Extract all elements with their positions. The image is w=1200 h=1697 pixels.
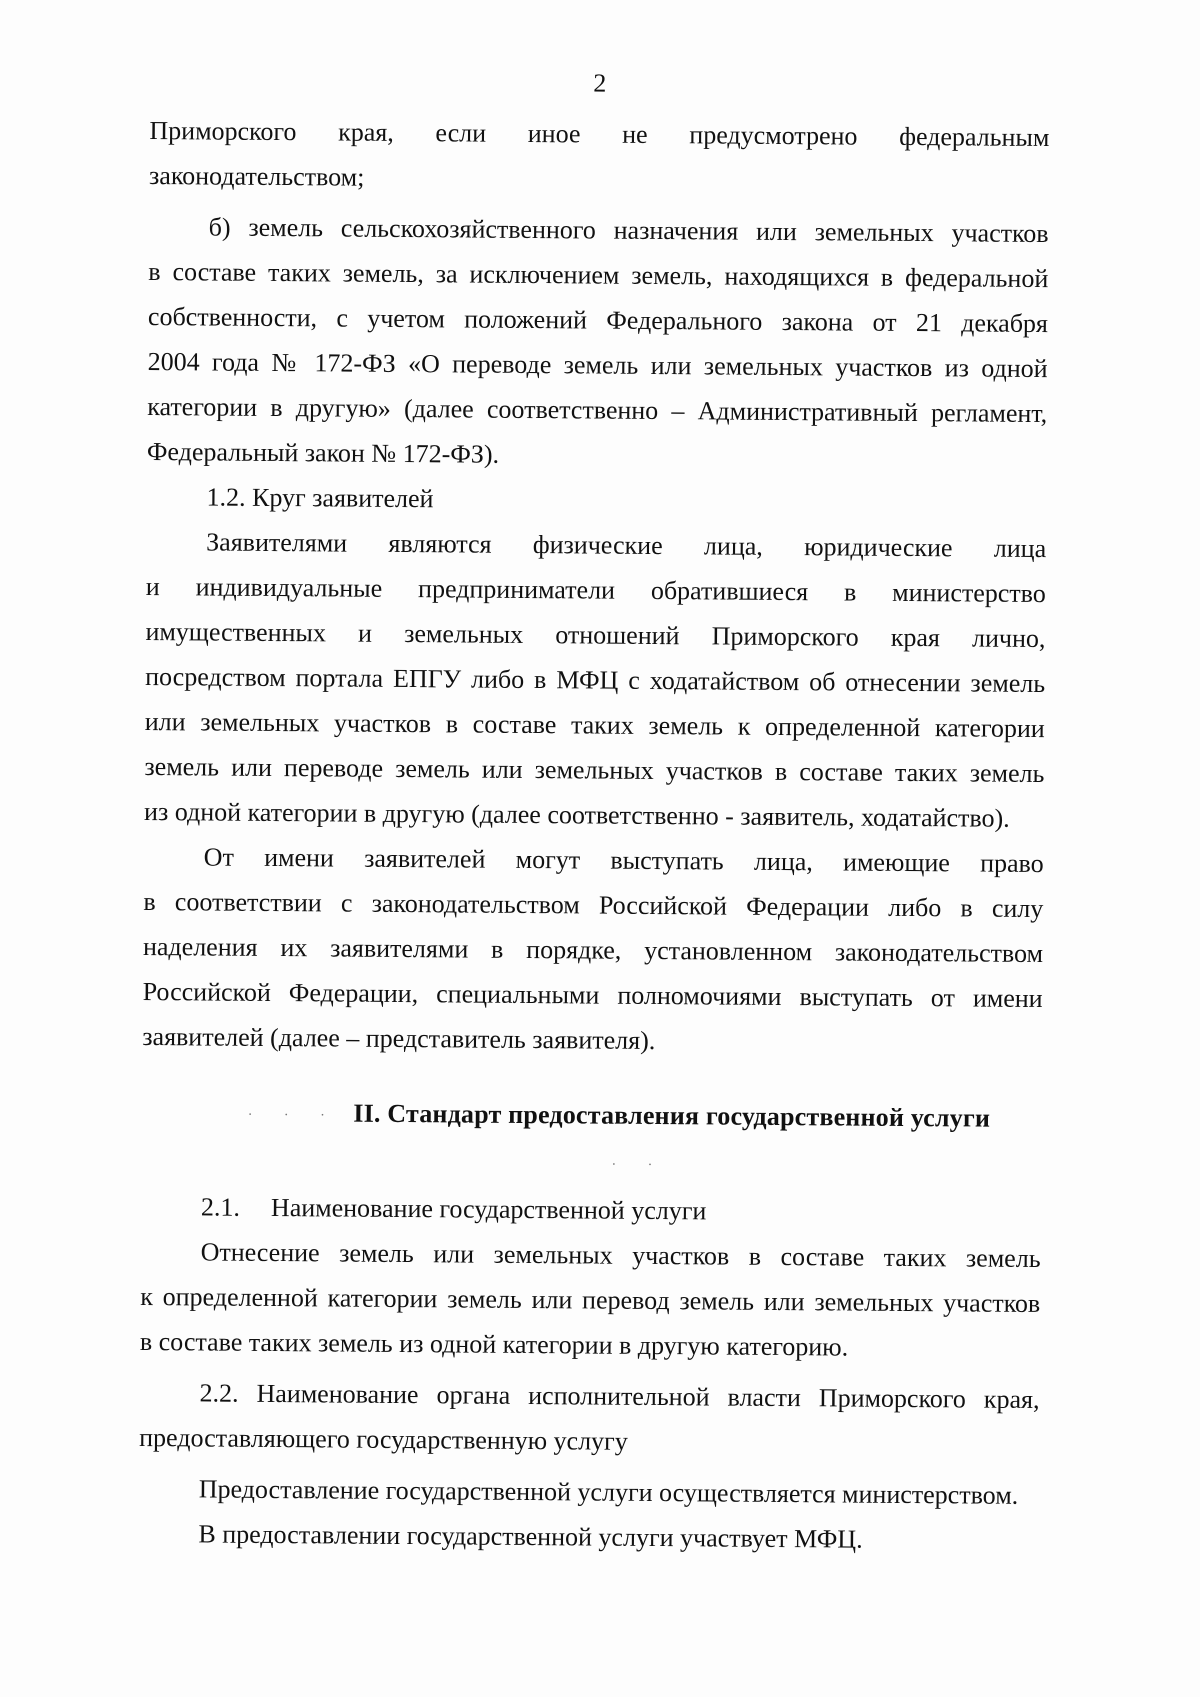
text-line: из одной категории в другую (далее соответственно - заявитель, ходатайство). [143,796,1010,833]
text-line: предоставляющего государственную услугу [139,1423,628,1456]
section-heading [141,1089,1042,1191]
text-line: наделения их заявителями в порядке, установленном законодательством [142,931,1044,969]
subsection-heading [141,1184,1041,1236]
text-line: и индивидуальные предприниматели обратившиеся в министерство [145,571,1046,609]
section-heading-text: II. Стандарт предоставления государственной услуги [353,1098,991,1133]
text-line: имущественных и земельных отношений Приморского края лично, [145,616,1046,654]
text-line: или земельных участков в составе таких земель к определенной категории [144,706,1045,744]
text-line: к определенной категории земель или перевод земель или земельных участков [140,1282,1041,1319]
text-line: Федеральный закон № 172-ФЗ). [146,436,500,469]
text-line: в соответствии с законодательством Российской Федерации либо в силу [143,886,1044,924]
text-line: Заявителями являются физические лица, юридические лица [206,527,1047,564]
scan-dots: · · [611,1157,667,1174]
subsection-heading: 1.2. Круг заявителей [206,482,434,514]
item-number: 2.1. [200,1192,241,1222]
item-title: Наименование государственной услуги [270,1193,707,1226]
text-line: От имени заявителей могут выступать лица, имеющие право [203,842,1044,879]
page-number: 2 [593,68,607,98]
text-line: законодательством; [148,160,365,192]
text-line: категории в другую» (далее соответственно – Административный регламент, [147,391,1048,429]
text-line: Предоставление государственной услуги осуществляется министерством. [198,1474,1019,1510]
text-line: посредством портала ЕПГУ либо в МФЦ с ходатайством об отнесении земель [145,661,1046,699]
list-item-b: б) земель сельскохозяйственного назначения или земельных участков [208,212,1049,249]
text-line: земель или переводе земель или земельных участков в составе таких земель [144,751,1045,789]
text-line: Российской Федерации, специальными полномочиями выступать от имени [142,976,1043,1014]
text-line: 2004 года № 172-ФЗ «О переводе земель или земельных участков из одной [147,346,1048,384]
subsection-heading: 2.2. Наименование органа исполнительной власти Приморского края, [199,1378,1040,1415]
text-line: собственности, с учетом положений Федерального закона от 21 декабря [147,301,1049,339]
document-body [138,60,1050,1563]
text-line: Приморского края, если иное не предусмотрено федеральным [149,115,1050,153]
text-line: В предоставлении государственной услуги участвует МФЦ. [198,1519,863,1554]
text-line: в составе таких земель, за исключением земель, находящихся в федеральной [148,256,1049,294]
text-line: Отнесение земель или земельных участков в составе таких земель [200,1237,1041,1274]
scan-dots: · · · [247,1107,339,1124]
text-line: заявителей (далее – представитель заявителя). [142,1021,656,1055]
text-line: в составе таких земель из одной категории в другую категорию. [139,1327,849,1362]
